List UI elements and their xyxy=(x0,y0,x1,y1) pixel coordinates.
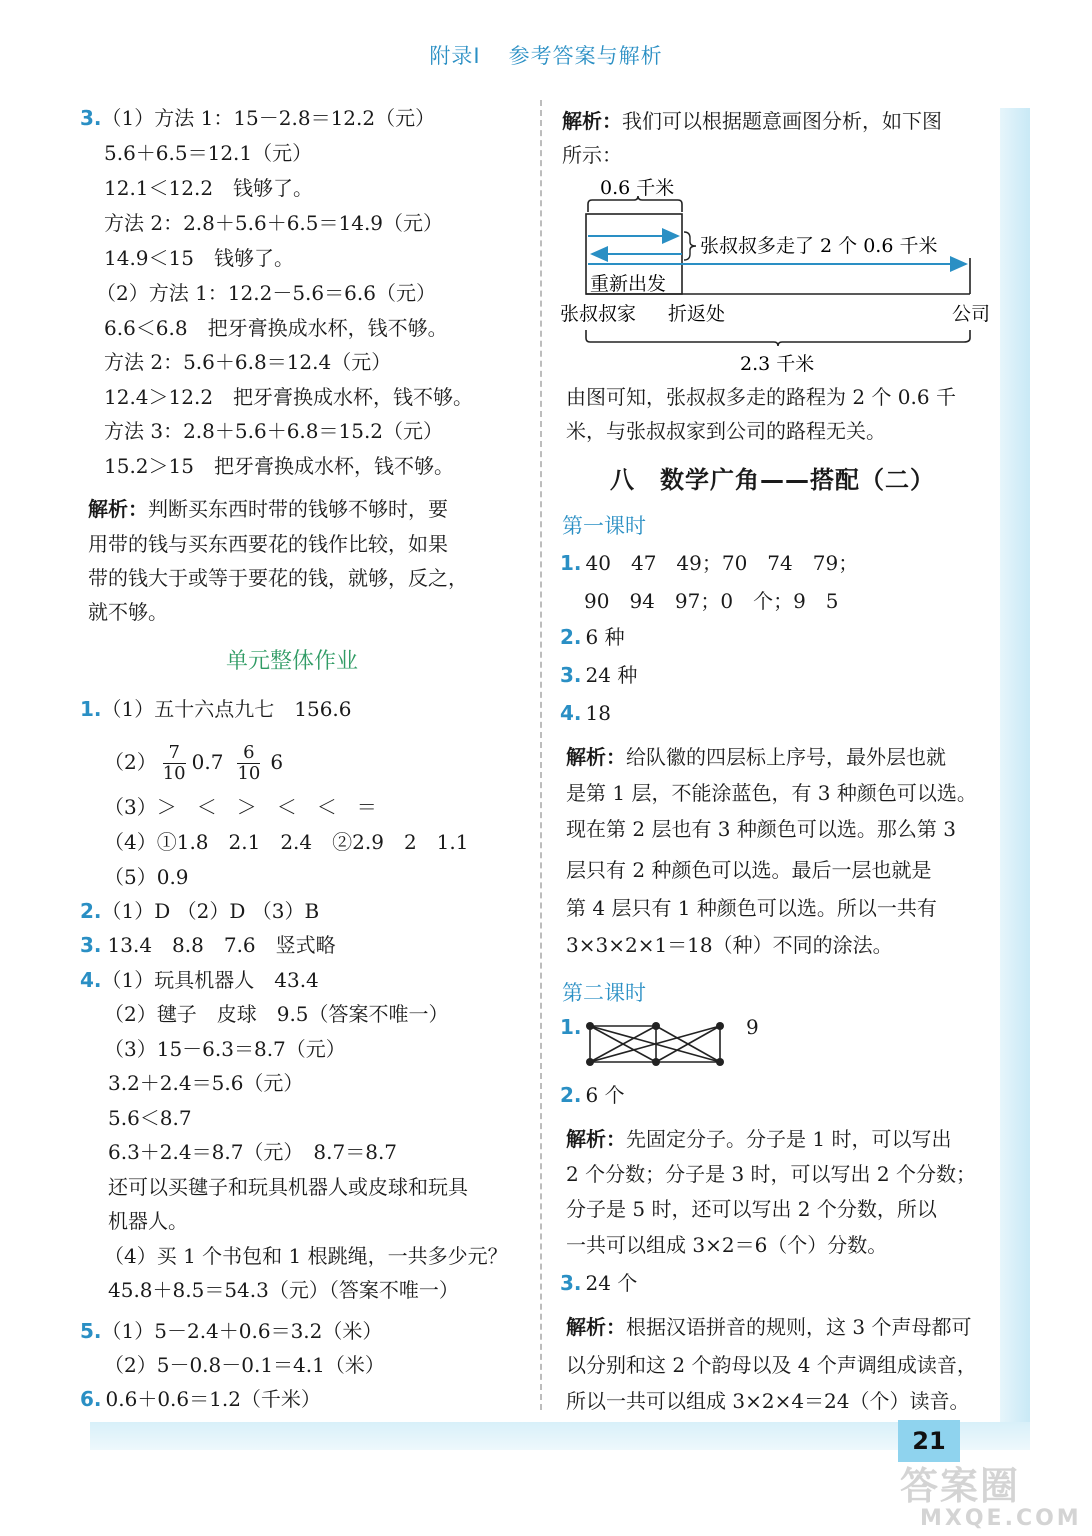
l2-analysis-2-line-1: 解析：根据汉语拼音的规则，这 3 个声母都可 xyxy=(566,1315,972,1339)
l2-q2-number: 2. xyxy=(560,1083,582,1107)
diagram-turn-label: 折返处 xyxy=(668,303,726,325)
l1-analysis-line-2: 是第 1 层，不能涂蓝色，有 3 种颜色可以选。 xyxy=(566,781,977,805)
q3-line-2: 5.6＋6.5＝12.1（元） xyxy=(104,141,313,165)
q3-line-9: 12.4＞12.2 把牙膏换成水杯，钱不够。 xyxy=(104,385,474,409)
l2-analysis-1-line-2: 2 个分数；分子是 3 时，可以写出 2 个分数； xyxy=(566,1162,976,1186)
bottom-decoration xyxy=(90,1422,1030,1450)
l1-analysis-line-5: 第 4 层只有 1 种颜色可以选。所以一共有 xyxy=(566,896,937,920)
l1-q2-number: 2. xyxy=(560,625,582,649)
diagram-company-label: 公司 xyxy=(952,303,991,325)
u4-line-10: 45.8＋8.5＝54.3（元）（答案不唯一） xyxy=(108,1278,459,1302)
route-diagram xyxy=(550,170,1000,380)
l1-q2-line: 2. 6 种 xyxy=(560,625,625,649)
u2-number: 2. xyxy=(80,899,102,923)
u4-line-7: 还可以买毽子和玩具机器人或皮球和玩具 xyxy=(108,1175,468,1199)
u4-line-8: 机器人。 xyxy=(108,1209,188,1233)
page-number: 21 xyxy=(898,1420,960,1462)
u1-number: 1. xyxy=(80,697,102,721)
q3-line-1: 3.（1）方法 1：15－2.8＝12.2（元） xyxy=(80,106,436,130)
analysis-1-line-1: 解析：判断买东西时带的钱够不够时，要 xyxy=(88,497,448,521)
l1-analysis-line-3: 现在第 2 层也有 3 种颜色可以选。那么第 3 xyxy=(566,817,956,841)
header-appendix: 附录Ⅰ xyxy=(429,44,481,68)
analysis-1-line-2: 用带的钱与买东西要花的钱作比较，如果 xyxy=(88,532,448,556)
bottom-brace xyxy=(586,330,970,346)
analysis-2-line-1: 解析：我们可以根据题意画图分析，如下图 xyxy=(562,109,942,133)
q3-line-5: 14.9＜15 钱够了。 xyxy=(104,246,294,270)
l2-analysis-1-line-1: 解析：先固定分子。分子是 1 时，可以写出 xyxy=(566,1127,952,1151)
analysis-1-line-4: 就不够。 xyxy=(88,600,168,624)
q3-line-7: 6.6＜6.8 把牙膏换成水杯，钱不够。 xyxy=(104,316,448,340)
conclusion-line-2: 米，与张叔叔家到公司的路程无关。 xyxy=(566,419,886,443)
l1-analysis-line-4: 层只有 2 种颜色可以选。最后一层也就是 xyxy=(566,858,932,882)
u1-line-2: （2） $\frac{7}{10}$ 0.7 $\frac{6}{10}$ 6 xyxy=(104,742,284,784)
diagram-top-label: 0.6 千米 xyxy=(600,177,675,199)
lesson-2-title: 第二课时 xyxy=(562,981,646,1005)
diagram-bottom-label: 2.3 千米 xyxy=(740,353,815,375)
analysis-label: 解析： xyxy=(562,109,622,133)
watermark-logo: 答案圈 MXQE.COM xyxy=(900,1464,1082,1531)
q3-line-8: 方法 2：5.6＋6.8＝12.4（元） xyxy=(104,350,392,374)
header-title: 参考答案与解析 xyxy=(508,44,663,68)
analysis-label: 解析： xyxy=(566,1127,626,1151)
q3-line-3: 12.1＜12.2 钱够了。 xyxy=(104,176,314,200)
u4-line-9: （4）买 1 个书包和 1 根跳绳，一共多少元？ xyxy=(104,1244,508,1268)
u4-line-5: 5.6＜8.7 xyxy=(108,1106,192,1130)
u5-line-1: 5.（1）5－2.4＋0.6＝3.2（米） xyxy=(80,1319,383,1343)
unit-title: 单元整体作业 xyxy=(226,649,359,674)
l1-analysis-line-6: 3×3×2×1＝18（种）不同的涂法。 xyxy=(566,933,893,957)
l1-q3-line: 3. 24 种 xyxy=(560,663,638,687)
u6-number: 6. xyxy=(80,1387,102,1411)
l2-analysis-2-line-2: 以分别和这 2 个韵母以及 4 个声调组成读音， xyxy=(566,1353,977,1377)
u4-line-6: 6.3＋2.4＝8.7（元） 8.7＝8.7 xyxy=(108,1140,398,1164)
column-divider xyxy=(540,100,542,1410)
u4-number: 4. xyxy=(80,968,102,992)
l1-q3-number: 3. xyxy=(560,663,582,687)
fraction-7-10: $\frac{7}{10}$ xyxy=(162,742,186,784)
lesson-1-title: 第一课时 xyxy=(562,514,646,538)
l2-q1-answer: 9 xyxy=(746,1015,759,1039)
u1-line-3: （3）＞ ＜ ＞ ＜ ＜ ＝ xyxy=(104,795,377,819)
u1-line-4: （4）①1.8 2.1 2.4 ②2.9 2 1.1 xyxy=(104,830,469,854)
diagram-arrow-label: 张叔叔多走了 2 个 0.6 千米 xyxy=(700,235,938,257)
diagram-home-label: 张叔叔家 xyxy=(560,303,637,325)
u2-line: 2.（1）D （2）D （3）B xyxy=(80,899,320,923)
u6-line: 6. 0.6＋0.6＝1.2（千米） xyxy=(80,1387,321,1411)
l1-analysis-line-1: 解析：给队徽的四层标上序号，最外层也就 xyxy=(566,745,946,769)
q3-line-4: 方法 2：2.8＋5.6＋6.5＝14.9（元） xyxy=(104,211,444,235)
u4-line-1: 4.（1）玩具机器人 43.4 xyxy=(80,968,319,992)
l1-q1-line-2: 90 94 97；0 个；9 5 xyxy=(584,589,839,613)
small-brace xyxy=(684,232,696,260)
u3-number: 3. xyxy=(80,933,102,957)
l2-q2-line: 2. 6 个 xyxy=(560,1083,625,1107)
l2-analysis-2-line-3: 所以一共可以组成 3×2×4＝24（个）读音。 xyxy=(566,1389,970,1413)
u4-line-4: 3.2＋2.4＝5.6（元） xyxy=(108,1071,304,1095)
l2-q3-line: 3. 24 个 xyxy=(560,1271,638,1295)
fraction-6-10: $\frac{6}{10}$ xyxy=(237,742,261,784)
q3-line-10: 方法 3：2.8＋5.6＋6.8＝15.2（元） xyxy=(104,419,444,443)
l1-q4-number: 4. xyxy=(560,701,582,725)
u5-number: 5. xyxy=(80,1319,102,1343)
chapter-title: 八 数学广角——搭配（二） xyxy=(610,466,935,494)
analysis-2-line-2: 所示： xyxy=(562,143,622,167)
q3-line-6: （2）方法 1：12.2－5.6＝6.6（元） xyxy=(96,281,436,305)
analysis-label: 解析： xyxy=(566,1315,626,1339)
analysis-1-line-3: 带的钱大于或等于要花的钱，就够，反之， xyxy=(88,566,468,590)
side-decoration xyxy=(1000,108,1030,1438)
l1-q1-number: 1. xyxy=(560,551,582,575)
l1-q4-line: 4. 18 xyxy=(560,701,611,725)
l2-analysis-1-line-4: 一共可以组成 3×2＝6（个）分数。 xyxy=(566,1233,888,1257)
q3-line-11: 15.2＞15 把牙膏换成水杯，钱不够。 xyxy=(104,454,454,478)
l1-q1-line-1: 1. 40 47 49；70 74 79； xyxy=(560,551,859,575)
l2-analysis-1-line-3: 分子是 5 时，还可以写出 2 个分数，所以 xyxy=(566,1197,937,1221)
page-header xyxy=(0,40,1092,70)
u1-line-1: 1.（1）五十六点九七 156.6 xyxy=(80,697,352,721)
u3-line: 3. 13.4 8.8 7.6 竖式略 xyxy=(80,933,336,957)
matching-lines-figure xyxy=(580,1018,730,1070)
u1-line-5: （5）0.9 xyxy=(104,865,189,889)
q3-number: 3. xyxy=(80,106,102,130)
diagram-restart-label: 重新出发 xyxy=(590,273,667,295)
l2-q1-number: 1. xyxy=(560,1015,582,1039)
l2-q1-number-line xyxy=(560,1012,582,1042)
u5-line-2: （2）5－0.8－0.1＝4.1（米） xyxy=(104,1353,385,1377)
l2-q3-number: 3. xyxy=(560,1271,582,1295)
conclusion-line-1: 由图可知，张叔叔多走的路程为 2 个 0.6 千 xyxy=(566,385,956,409)
analysis-label: 解析： xyxy=(566,745,626,769)
analysis-label: 解析： xyxy=(88,497,148,521)
u4-line-3: （3）15－6.3＝8.7（元） xyxy=(104,1037,346,1061)
u4-line-2: （2）毽子 皮球 9.5（答案不唯一） xyxy=(104,1002,449,1026)
